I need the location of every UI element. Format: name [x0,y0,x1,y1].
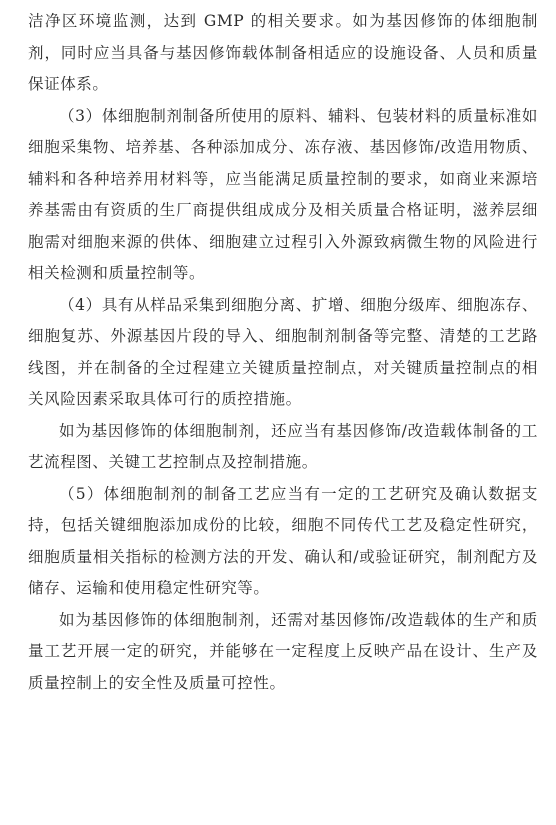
paragraph-item-5-process-validation: （5）体细胞制剂的制备工艺应当有一定的工艺研究及确认数据支持，包括关键细胞添加成份的比较，细胞不同传代工艺及稳定性研究，细胞质量相关指标的检测方法的开发、确认和/或验证研究，制剂配方及储存、运输和使用稳定性研究等。 [28,484,538,597]
paragraph-gene-modified-research: 如为基因修饰的体细胞制剂，还需对基因修饰/改造载体的生产和质量工艺开展一定的研究，并能够在一定程度上反映产品在设计、生产及质量控制上的安全性及质量可控性。 [28,610,538,692]
paragraph-item-4-process-route: （4）具有从样品采集到细胞分离、扩增、细胞分级库、细胞冻存、细胞复苏、外源基因片段的导入、细胞制剂制备等完整、清楚的工艺路线图，并在制备的全过程建立关键质量控制点，对关键质量控制点的相关风险因素采取具体可行的质控措施。 [28,295,538,408]
paragraph-gmp-facilities: 洁净区环境监测，达到 GMP 的相关要求。如为基因修饰的体细胞制剂，同时应当具备与基因修饰载体制备相适应的设施设备、人员和质量保证体系。 [28,12,538,93]
paragraph-item-3-materials: （3）体细胞制剂制备所使用的原料、辅料、包装材料的质量标准如细胞采集物、培养基、各种添加成分、冻存液、基因修饰/改造用物质、辅料和各种培养用材料等，应当能满足质量控制的要求，如商业来源培养基需由有资质的生厂商提供组成成分及相关质量合格证明，滋养层细胞需对细胞来源的供体、细胞建立过程引入外源致病微生物的风险进行相关检测和质量控制等。 [28,106,538,282]
paragraph-gene-modified-process: 如为基因修饰的体细胞制剂，还应当有基因修饰/改造载体制备的工艺流程图、关键工艺控制点及控制措施。 [28,421,538,471]
